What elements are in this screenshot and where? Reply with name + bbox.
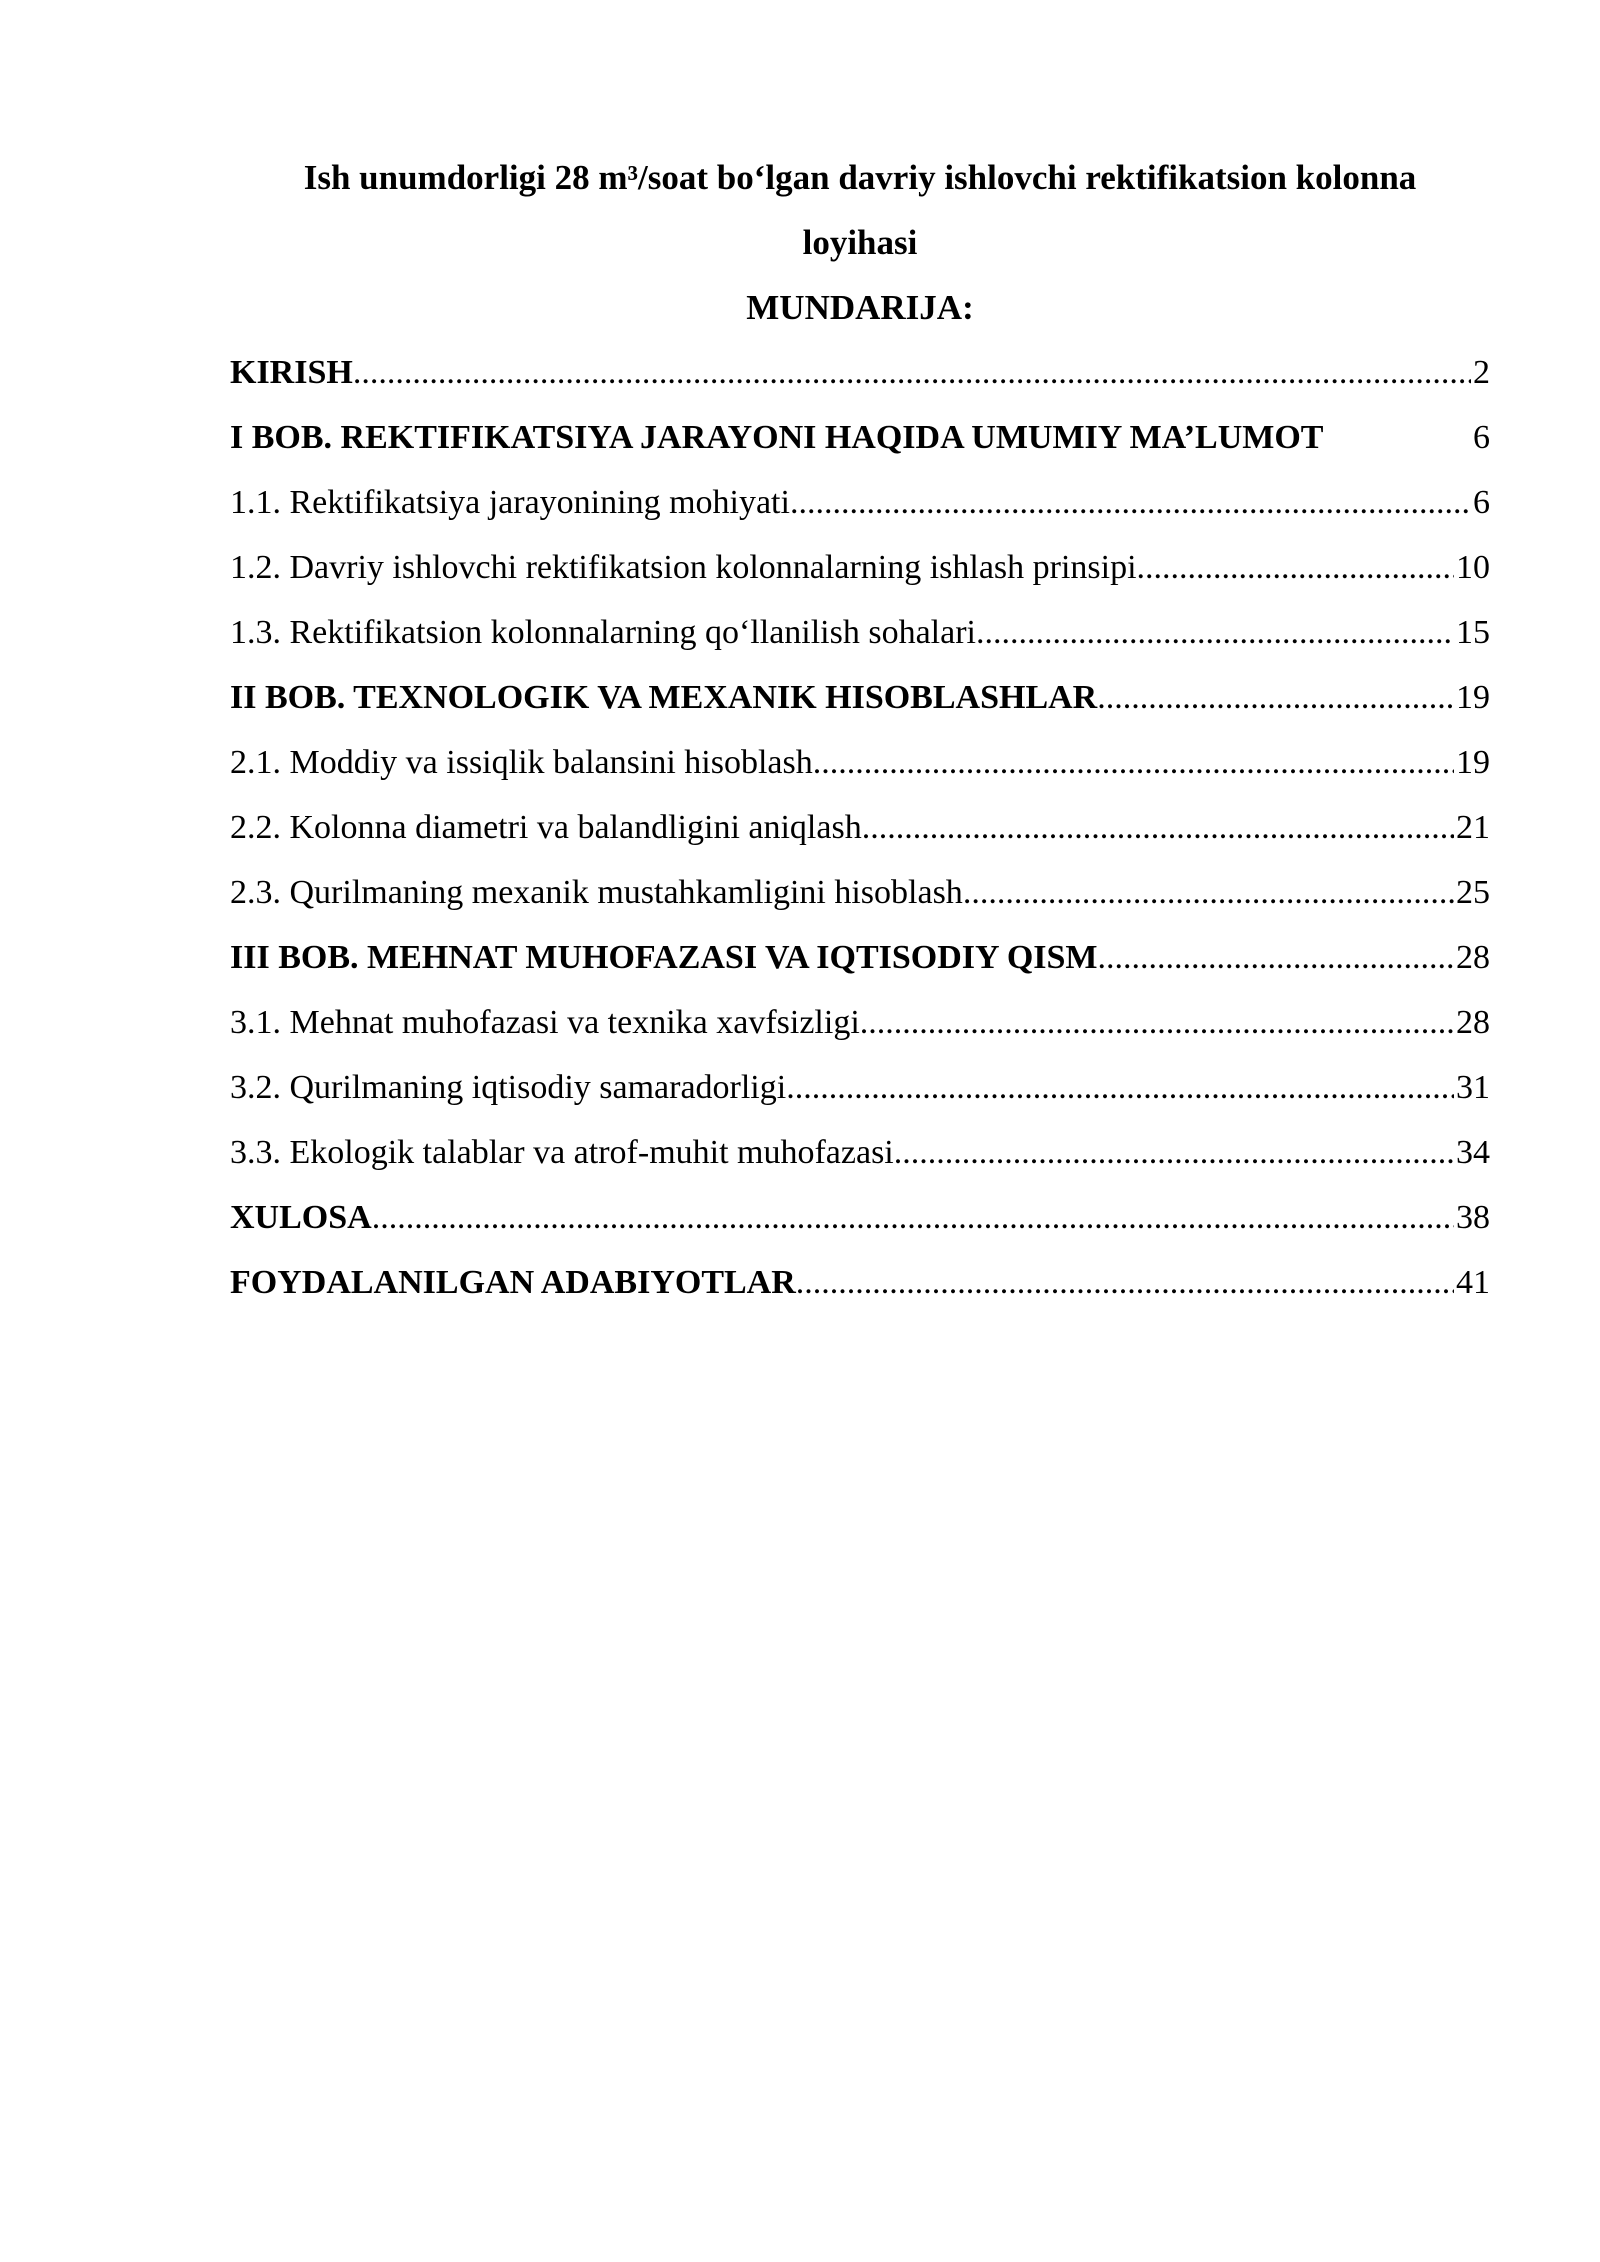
toc-entry-label: 2.2. Kolonna diametri va balandligini aniqlash	[230, 809, 862, 846]
document-title-line-2: loyihasi	[802, 223, 918, 262]
toc-page-number: 38	[1456, 1199, 1490, 1236]
toc-entry-section-2-2[interactable]	[230, 795, 1490, 860]
toc-dot-leader	[796, 1250, 1454, 1315]
toc-page-number: 31	[1456, 1069, 1490, 1106]
toc-page-number: 15	[1456, 614, 1490, 651]
toc-entry-section-3-2[interactable]	[230, 1055, 1490, 1120]
document-title-line-1: Ish unumdorligi 28 m³/soat bo‘lgan davriy ishlovchi rektifikatsion kolonna	[303, 158, 1417, 197]
table-of-contents	[230, 340, 1490, 1315]
toc-entry-label: 3.2. Qurilmaning iqtisodiy samaradorligi	[230, 1069, 787, 1106]
toc-entry-section-1-1[interactable]	[230, 470, 1490, 535]
toc-entry-label: III BOB. MEHNAT MUHOFAZASI VA IQTISODIY QISM	[230, 939, 1098, 976]
toc-entry-label: 1.3. Rektifikatsion kolonnalarning qo‘llanilish sohalari	[230, 614, 976, 651]
toc-page-number: 21	[1456, 809, 1490, 846]
toc-entry-section-3-3[interactable]	[230, 1120, 1490, 1185]
toc-dot-leader	[894, 1120, 1454, 1185]
toc-dot-leader	[813, 730, 1454, 795]
toc-entry-chapter-1[interactable]	[230, 405, 1490, 470]
toc-entry-label: 1.2. Davriy ishlovchi rektifikatsion kolonnalarning ishlash prinsipi	[230, 549, 1137, 586]
toc-page-number: 2	[1473, 354, 1490, 391]
toc-entry-label: II BOB. TEXNOLOGIK VA MEXANIK HISOBLASHLAR	[230, 679, 1098, 716]
toc-entry-label: 2.3. Qurilmaning mexanik mustahkamligini hisoblash	[230, 874, 963, 911]
toc-dot-leader	[1097, 665, 1454, 730]
toc-dot-leader	[976, 600, 1454, 665]
toc-entry-section-1-3[interactable]	[230, 600, 1490, 665]
toc-dot-leader	[1137, 535, 1454, 600]
toc-dot-leader	[786, 1055, 1454, 1120]
toc-entry-xulosa[interactable]	[230, 1185, 1490, 1250]
toc-entry-kirish[interactable]	[230, 340, 1490, 405]
toc-entry-references[interactable]	[230, 1250, 1490, 1315]
toc-entry-label: 1.1. Rektifikatsiya jarayonining mohiyati	[230, 484, 790, 521]
toc-entry-section-3-1[interactable]	[230, 990, 1490, 1055]
toc-dot-leader	[963, 860, 1454, 925]
toc-entry-label: FOYDALANILGAN ADABIYOTLAR	[230, 1264, 796, 1301]
toc-entry-label: XULOSA	[230, 1199, 372, 1236]
toc-page-number: 19	[1456, 679, 1490, 716]
toc-entry-label: 2.1. Moddiy va issiqlik balansini hisoblash	[230, 744, 813, 781]
toc-page-number: 19	[1456, 744, 1490, 781]
toc-page-number: 28	[1456, 939, 1490, 976]
toc-dot-leader	[372, 1185, 1454, 1250]
toc-page-number: 25	[1456, 874, 1490, 911]
toc-entry-label: I BOB. REKTIFIKATSIYA JARAYONI HAQIDA UMUMIY MA’LUMOT	[230, 419, 1324, 456]
toc-page-number: 10	[1456, 549, 1490, 586]
toc-dot-leader	[1098, 925, 1455, 990]
toc-entry-section-1-2[interactable]	[230, 535, 1490, 600]
toc-dot-leader	[862, 795, 1454, 860]
toc-entry-section-2-1[interactable]	[230, 730, 1490, 795]
toc-entry-section-2-3[interactable]	[230, 860, 1490, 925]
toc-page-number: 6	[1473, 484, 1490, 521]
toc-entry-label: KIRISH	[230, 354, 353, 391]
toc-page-number: 34	[1456, 1134, 1490, 1171]
toc-entry-label: 3.3. Ekologik talablar va atrof-muhit muhofazasi	[230, 1134, 894, 1171]
toc-page-number: 41	[1456, 1264, 1490, 1301]
toc-page-number: 6	[1473, 419, 1490, 456]
toc-heading: MUNDARIJA:	[746, 288, 974, 327]
page-content	[230, 145, 1490, 1315]
toc-dot-leader	[860, 990, 1454, 1055]
toc-dot-leader	[790, 470, 1471, 535]
toc-entry-chapter-2[interactable]	[230, 665, 1490, 730]
toc-entry-chapter-3[interactable]	[230, 925, 1490, 990]
toc-dot-leader	[353, 340, 1471, 405]
toc-entry-label: 3.1. Mehnat muhofazasi va texnika xavfsizligi	[230, 1004, 860, 1041]
toc-page-number: 28	[1456, 1004, 1490, 1041]
